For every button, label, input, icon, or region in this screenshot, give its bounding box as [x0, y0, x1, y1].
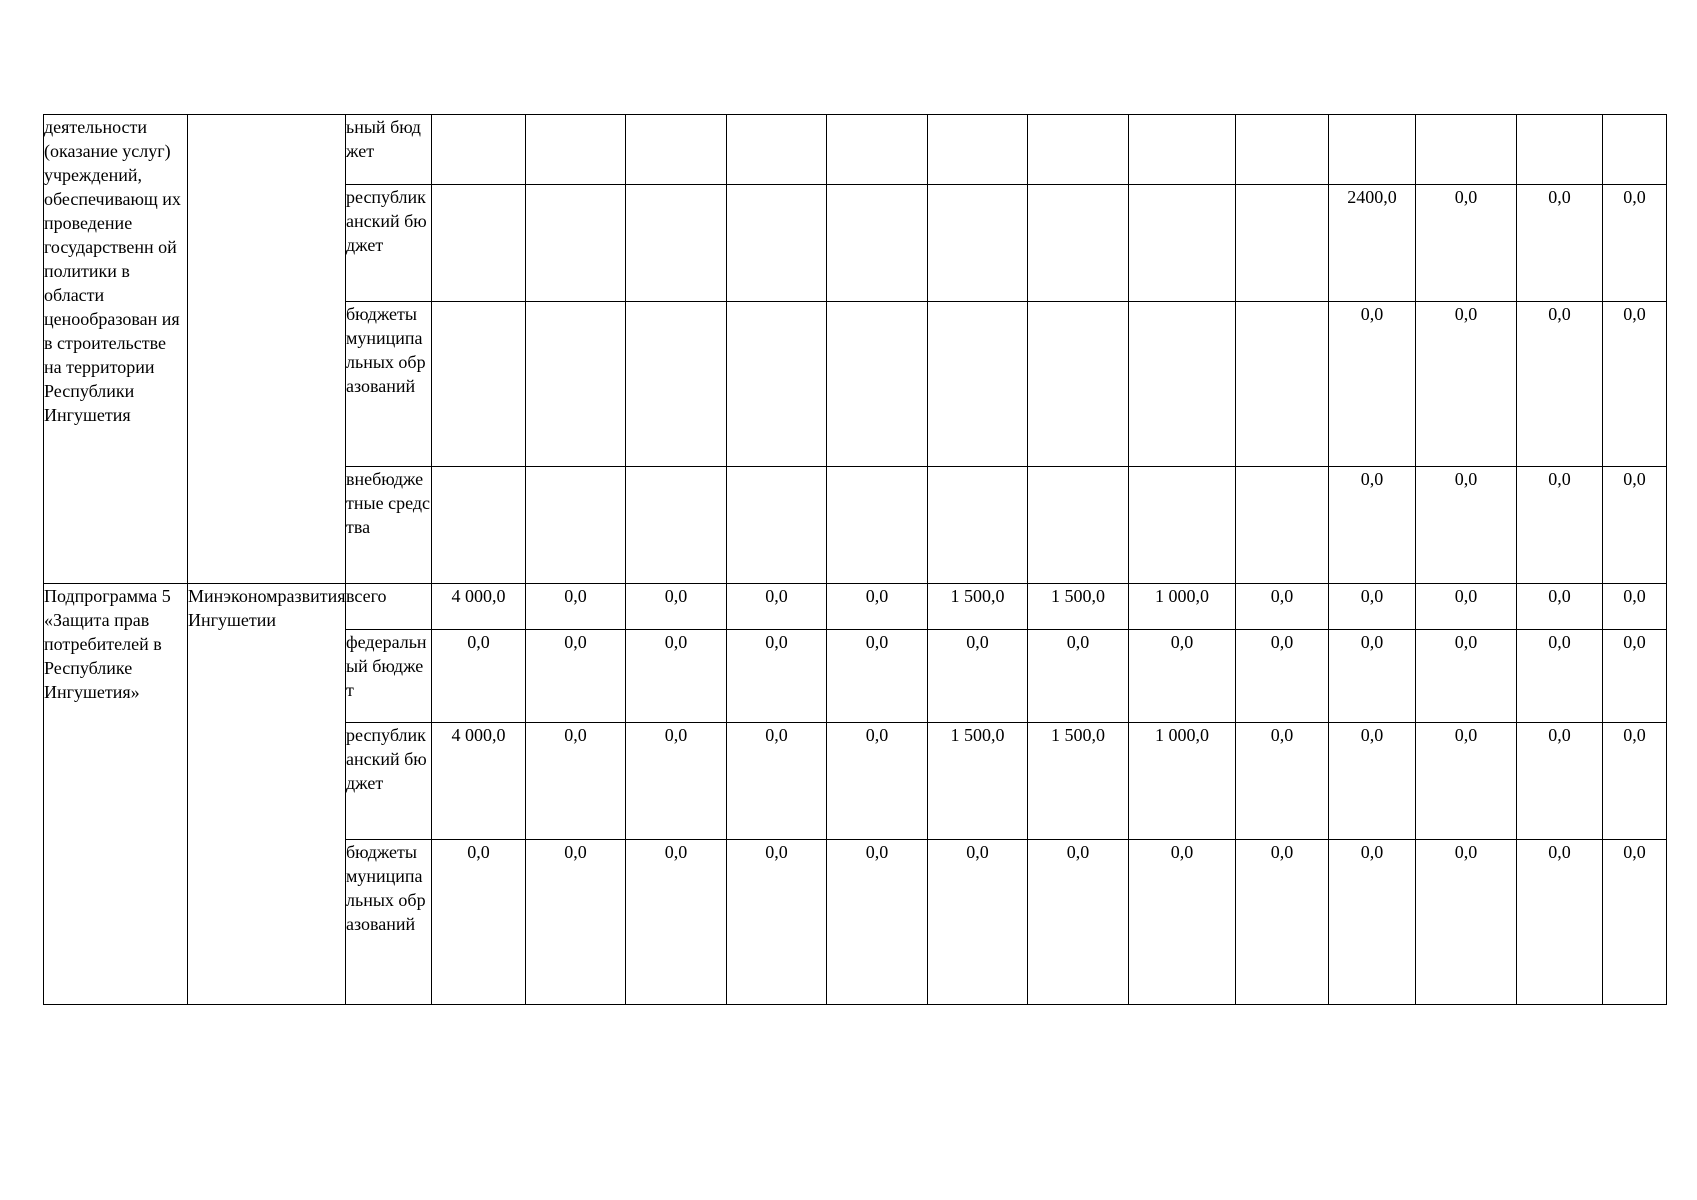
amount-cell: 2400,0: [1329, 185, 1416, 302]
amount-cell: [727, 302, 827, 467]
amount-cell: [626, 467, 727, 584]
amount-cell: 0,0: [1329, 302, 1416, 467]
amount-cell: 0,0: [928, 630, 1028, 723]
amount-cell: [1028, 115, 1129, 185]
amount-cell: [827, 185, 928, 302]
amount-cell: 0,0: [1028, 630, 1129, 723]
amount-cell: 0,0: [1416, 302, 1517, 467]
funding-source-cell: бюджеты муниципальных образований: [346, 840, 432, 1005]
amount-cell: [727, 185, 827, 302]
amount-cell: [626, 185, 727, 302]
amount-cell: 0,0: [1416, 723, 1517, 840]
amount-cell: 0,0: [1416, 630, 1517, 723]
amount-cell: 1 500,0: [1028, 584, 1129, 630]
amount-cell: 0,0: [526, 630, 626, 723]
amount-cell: 0,0: [1329, 630, 1416, 723]
amount-cell: [827, 302, 928, 467]
amount-cell: [1236, 467, 1329, 584]
amount-cell: [1236, 115, 1329, 185]
amount-cell: 0,0: [1329, 723, 1416, 840]
amount-cell: 4 000,0: [432, 723, 526, 840]
funding-source-cell: федеральный бюджет: [346, 630, 432, 723]
amount-cell: 0,0: [1517, 185, 1603, 302]
budget-table: [43, 114, 1667, 1005]
amount-cell: [1129, 302, 1236, 467]
amount-cell: 0,0: [626, 840, 727, 1005]
amount-cell: 0,0: [1517, 302, 1603, 467]
amount-cell: 0,0: [1603, 840, 1667, 1005]
amount-cell: [432, 185, 526, 302]
amount-cell: 0,0: [526, 723, 626, 840]
amount-cell: 0,0: [1603, 723, 1667, 840]
table-row: [44, 584, 1667, 630]
amount-cell: 0,0: [626, 723, 727, 840]
amount-cell: [1416, 115, 1517, 185]
amount-cell: [928, 185, 1028, 302]
amount-cell: 0,0: [1416, 185, 1517, 302]
funding-source-cell: внебюджетные средства: [346, 467, 432, 584]
amount-cell: 0,0: [1416, 840, 1517, 1005]
executor-cell: [188, 115, 346, 584]
amount-cell: 0,0: [827, 584, 928, 630]
amount-cell: 0,0: [1129, 840, 1236, 1005]
amount-cell: [526, 467, 626, 584]
table-body: [44, 115, 1667, 1005]
funding-source-cell: всего: [346, 584, 432, 630]
amount-cell: [827, 467, 928, 584]
amount-cell: 0,0: [1129, 630, 1236, 723]
amount-cell: 0,0: [1603, 630, 1667, 723]
amount-cell: 0,0: [727, 723, 827, 840]
amount-cell: 0,0: [432, 630, 526, 723]
funding-source-cell: республиканский бюджет: [346, 185, 432, 302]
amount-cell: 0,0: [1329, 467, 1416, 584]
amount-cell: [432, 115, 526, 185]
amount-cell: [1129, 115, 1236, 185]
amount-cell: 0,0: [1603, 584, 1667, 630]
amount-cell: 0,0: [626, 630, 727, 723]
amount-cell: 0,0: [1416, 467, 1517, 584]
amount-cell: [928, 302, 1028, 467]
amount-cell: 1 000,0: [1129, 584, 1236, 630]
amount-cell: 0,0: [1517, 467, 1603, 584]
amount-cell: 0,0: [1329, 840, 1416, 1005]
amount-cell: 0,0: [727, 840, 827, 1005]
amount-cell: [827, 115, 928, 185]
funding-source-cell: республиканский бюджет: [346, 723, 432, 840]
amount-cell: 0,0: [1603, 467, 1667, 584]
amount-cell: 0,0: [526, 584, 626, 630]
amount-cell: [526, 302, 626, 467]
amount-cell: 0,0: [1603, 185, 1667, 302]
amount-cell: 0,0: [827, 723, 928, 840]
program-name-cell: деятельности (оказание услуг) учреждений, обеспечивающ их проведение государственн ой политики в области ценообразован ия в строительстве на территории Республики Ингушетия: [44, 115, 188, 584]
amount-cell: [727, 467, 827, 584]
amount-cell: 0,0: [1236, 840, 1329, 1005]
amount-cell: 0,0: [1236, 723, 1329, 840]
program-name-cell: Подпрограмма 5 «Защита прав потребителей в Республике Ингушетия»: [44, 584, 188, 1005]
amount-cell: [526, 185, 626, 302]
funding-source-cell: ьный бюджет: [346, 115, 432, 185]
amount-cell: 0,0: [1517, 584, 1603, 630]
amount-cell: 0,0: [1517, 840, 1603, 1005]
amount-cell: 1 500,0: [1028, 723, 1129, 840]
amount-cell: 0,0: [1329, 584, 1416, 630]
amount-cell: 0,0: [1236, 630, 1329, 723]
amount-cell: 0,0: [827, 840, 928, 1005]
amount-cell: [1329, 115, 1416, 185]
amount-cell: 0,0: [827, 630, 928, 723]
amount-cell: [1129, 185, 1236, 302]
amount-cell: 1 500,0: [928, 584, 1028, 630]
amount-cell: [1028, 185, 1129, 302]
amount-cell: 0,0: [1416, 584, 1517, 630]
amount-cell: [928, 115, 1028, 185]
amount-cell: 0,0: [1028, 840, 1129, 1005]
amount-cell: [1028, 467, 1129, 584]
executor-cell: Минэкономразвития Ингушетии: [188, 584, 346, 1005]
amount-cell: 0,0: [1517, 630, 1603, 723]
amount-cell: [432, 302, 526, 467]
amount-cell: 0,0: [928, 840, 1028, 1005]
amount-cell: [727, 115, 827, 185]
amount-cell: 0,0: [727, 584, 827, 630]
amount-cell: 0,0: [1517, 723, 1603, 840]
amount-cell: 0,0: [432, 840, 526, 1005]
funding-source-cell: бюджеты муниципальных образований: [346, 302, 432, 467]
amount-cell: 0,0: [1236, 584, 1329, 630]
amount-cell: 0,0: [727, 630, 827, 723]
amount-cell: [1129, 467, 1236, 584]
amount-cell: 0,0: [526, 840, 626, 1005]
amount-cell: 1 500,0: [928, 723, 1028, 840]
amount-cell: 0,0: [626, 584, 727, 630]
amount-cell: 4 000,0: [432, 584, 526, 630]
amount-cell: 1 000,0: [1129, 723, 1236, 840]
amount-cell: [626, 115, 727, 185]
amount-cell: [928, 467, 1028, 584]
amount-cell: 0,0: [1603, 302, 1667, 467]
amount-cell: [1028, 302, 1129, 467]
amount-cell: [1236, 185, 1329, 302]
amount-cell: [1603, 115, 1667, 185]
amount-cell: [1236, 302, 1329, 467]
amount-cell: [526, 115, 626, 185]
table-row: [44, 115, 1667, 185]
amount-cell: [432, 467, 526, 584]
amount-cell: [626, 302, 727, 467]
amount-cell: [1517, 115, 1603, 185]
